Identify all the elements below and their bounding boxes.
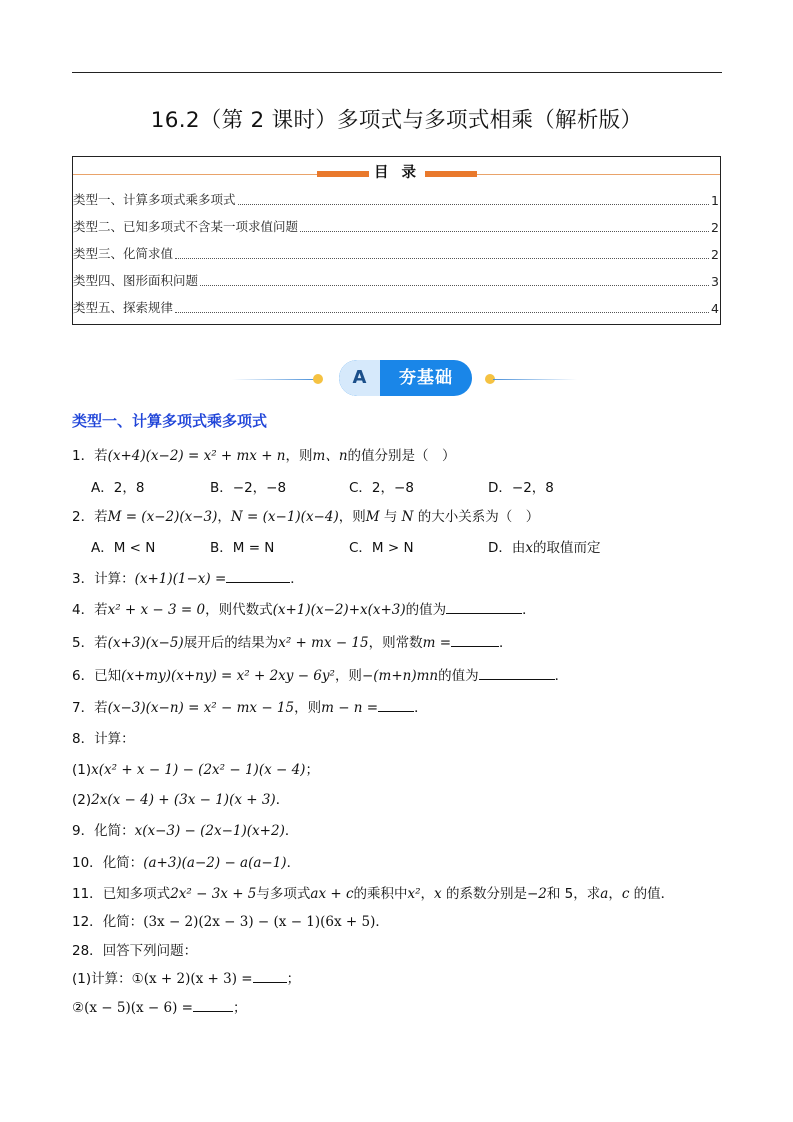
question-12: 12．化简：(3x − 2)(2x − 3) − (x − 1)(6x + 5)． [72, 914, 389, 930]
toc-header-rule-right [477, 174, 720, 175]
answer-blank[interactable] [253, 970, 287, 983]
toc-item-label: 类型三、化简求值 [73, 246, 174, 261]
level-badge-text: 夯基础 [399, 368, 453, 388]
toc-item[interactable] [73, 300, 720, 316]
banner-line-right [493, 379, 577, 380]
toc-item-label: 类型五、探索规律 [73, 300, 174, 315]
question-2-option-a[interactable]: A．M < N [91, 540, 156, 556]
section-title: 类型一、计算多项式乘多项式 [72, 412, 268, 430]
answer-blank[interactable] [378, 699, 414, 712]
answer-blank[interactable] [451, 634, 499, 647]
answer-blank[interactable] [446, 601, 522, 614]
toc-header-bar-right [425, 171, 477, 177]
question-2-option-b[interactable]: B．M = N [210, 540, 275, 556]
toc-header [73, 161, 720, 179]
question-2-option-d[interactable]: D．由x的取值而定 [488, 540, 601, 556]
answer-blank[interactable] [226, 570, 290, 583]
page-title: 16.2（第 2 课时）多项式与多项式相乘（解析版） [150, 108, 643, 133]
question-11: 11．已知多项式2x² − 3x + 5与多项式ax + c的乘积中x²，x 的系数分别是−2和 5，求a，c 的值． [72, 886, 675, 902]
level-badge-banner [0, 360, 793, 396]
toc-item[interactable] [73, 219, 720, 235]
banner-dot-left [313, 374, 323, 384]
toc-item-page: 3 [711, 274, 719, 289]
banner-line-left [232, 379, 316, 380]
question-28: 28．回答下列问题： [72, 943, 198, 959]
toc-item-label: 类型二、已知多项式不含某一项求值问题 [73, 219, 299, 234]
question-10: 10．化简：(a+3)(a−2) − a(a−1)． [72, 855, 301, 871]
question-2: 2．若M = (x−2)(x−3)，N = (x−1)(x−4)，则M 与 N 的大小关系为（ ） [72, 509, 540, 525]
question-1-option-c[interactable]: C．2，−8 [349, 480, 414, 496]
answer-blank[interactable] [193, 999, 233, 1012]
question-1: 1．若(x+4)(x−2) = x² + mx + n，则m、n的值分别是（ ） [72, 448, 456, 464]
level-badge-letter: A [339, 360, 380, 396]
question-3: 3．计算：(x+1)(1−x) = ． [72, 571, 304, 587]
toc-item-page: 4 [711, 301, 719, 316]
toc-item[interactable] [73, 246, 720, 262]
toc-item-label: 类型一、计算多项式乘多项式 [73, 192, 236, 207]
question-4: 4．若x² + x − 3 = 0，则代数式(x+1)(x−2)+x(x+3)的值为 ． [72, 602, 536, 618]
toc-item-page: 1 [711, 193, 719, 208]
question-2-option-c[interactable]: C．M > N [349, 540, 414, 556]
question-8-part-2: (2)2x(x − 4) + (3x − 1)(x + 3)． [72, 792, 290, 808]
question-8: 8．计算： [72, 731, 135, 747]
header-rule [72, 72, 722, 73]
toc-item[interactable] [73, 192, 720, 208]
question-28-part-1-item-2: ②(x − 5)(x − 6) = ； [72, 1000, 247, 1016]
question-28-part-1: (1)计算：①(x + 2)(x + 3) = ； [72, 971, 301, 987]
toc-item-page: 2 [711, 220, 719, 235]
answer-blank[interactable] [479, 667, 555, 680]
toc-item-label: 类型四、图形面积问题 [73, 273, 199, 288]
question-7: 7．若(x−3)(x−n) = x² − mx − 15，则m − n = ． [72, 700, 428, 716]
question-1-option-d[interactable]: D．−2，8 [488, 480, 554, 496]
toc-item-page: 2 [711, 247, 719, 262]
question-6: 6．已知(x+my)(x+ny) = x² + 2xy − 6y²，则−(m+n)mn的值为 ． [72, 668, 569, 684]
question-9: 9．化简：x(x−3) − (2x−1)(x+2)． [72, 823, 299, 839]
toc-heading: 目 录 [373, 165, 421, 181]
table-of-contents [72, 156, 721, 325]
toc-item[interactable] [73, 273, 720, 289]
question-8-part-1: (1)x(x² + x − 1) − (2x² − 1)(x − 4)； [72, 762, 319, 778]
level-badge [339, 360, 472, 396]
question-5: 5．若(x+3)(x−5)展开后的结果为x² + mx − 15，则常数m = ． [72, 635, 513, 651]
question-1-option-b[interactable]: B．−2，−8 [210, 480, 287, 496]
toc-header-bar-left [317, 171, 369, 177]
question-1-option-a[interactable]: A．2，8 [91, 480, 145, 496]
